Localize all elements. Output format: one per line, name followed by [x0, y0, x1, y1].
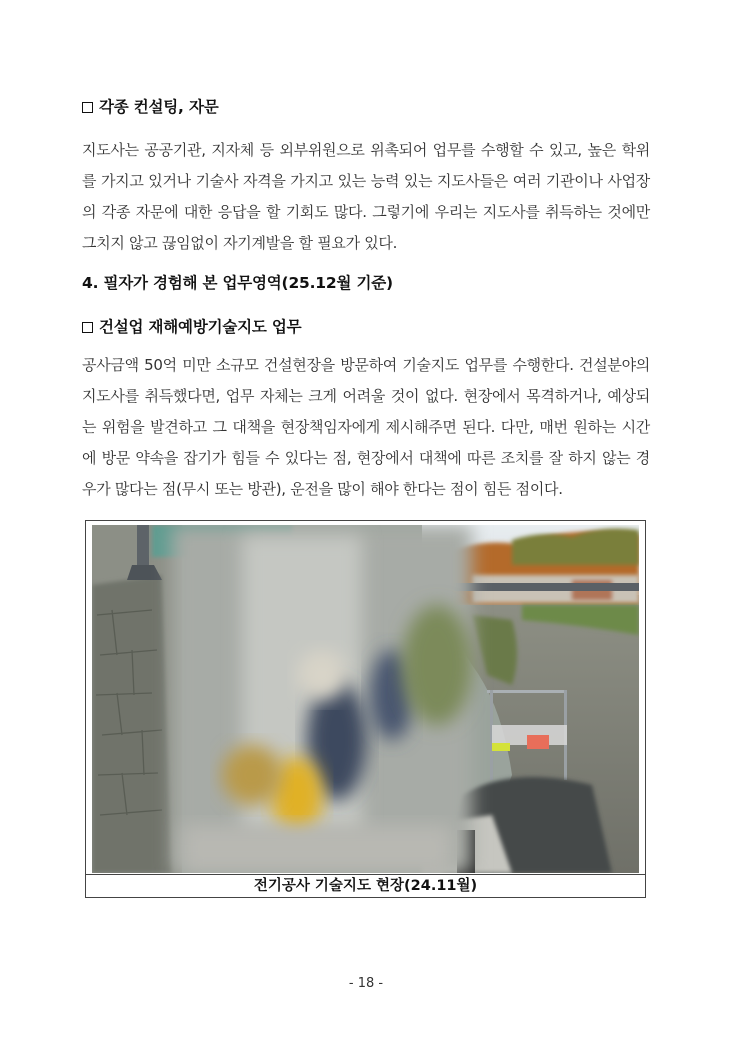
paragraph-consulting: 지도사는 공공기관, 지자체 등 외부위원으로 위촉되어 업무를 수행할 수 있고, 높은 학위를 가지고 있거나 기술사 자격을 가지고 있는 능력 있는 지도사들은 여러 기관이나 사업장의 각종 자문에 대한 응답을 할 기회도 많다. 그렇기에 우리는 지도사를 취득하는 것에만 그치지 않고 끊임없이 자기계발을 할 필요가 있다. [82, 141, 650, 252]
figure-caption: 전기공사 기술지도 현장(24.11월) [86, 874, 645, 898]
section-heading-consulting [82, 95, 219, 117]
checkbox-square-icon [82, 102, 93, 113]
figure-frame [85, 520, 646, 898]
section-heading-construction-text: 건설업 재해예방기술지도 업무 [99, 318, 302, 336]
checkbox-square-icon [82, 322, 93, 333]
site-photo [92, 525, 639, 873]
section-heading-consulting-text: 각종 컨설팅, 자문 [99, 98, 219, 116]
section-heading-4: 4. 필자가 경험해 본 업무영역(25.12월 기준) [82, 274, 393, 292]
paragraph-construction: 공사금액 50억 미만 소규모 건설현장을 방문하여 기술지도 업무를 수행한다. 건설분야의 지도사를 취득했다면, 업무 자체는 크게 어려울 것이 없다. 현장에서 목격하거나, 예상되는 위험을 발견하고 그 대책을 현장책임자에게 제시해주면 된다. 다만, 매번 원하는 시간에 방문 약속을 잡기가 힘들 수 있다는 점, 현장에서 대책에 따른 조치를 잘 하지 않는 경우가 많다는 점(무시 또는 방관), 운전을 많이 해야 한다는 점이 힘든 점이다. [82, 356, 650, 498]
section-heading-construction [82, 315, 301, 337]
site-photo-illustration [92, 525, 639, 873]
page-number: - 18 - [348, 976, 384, 991]
